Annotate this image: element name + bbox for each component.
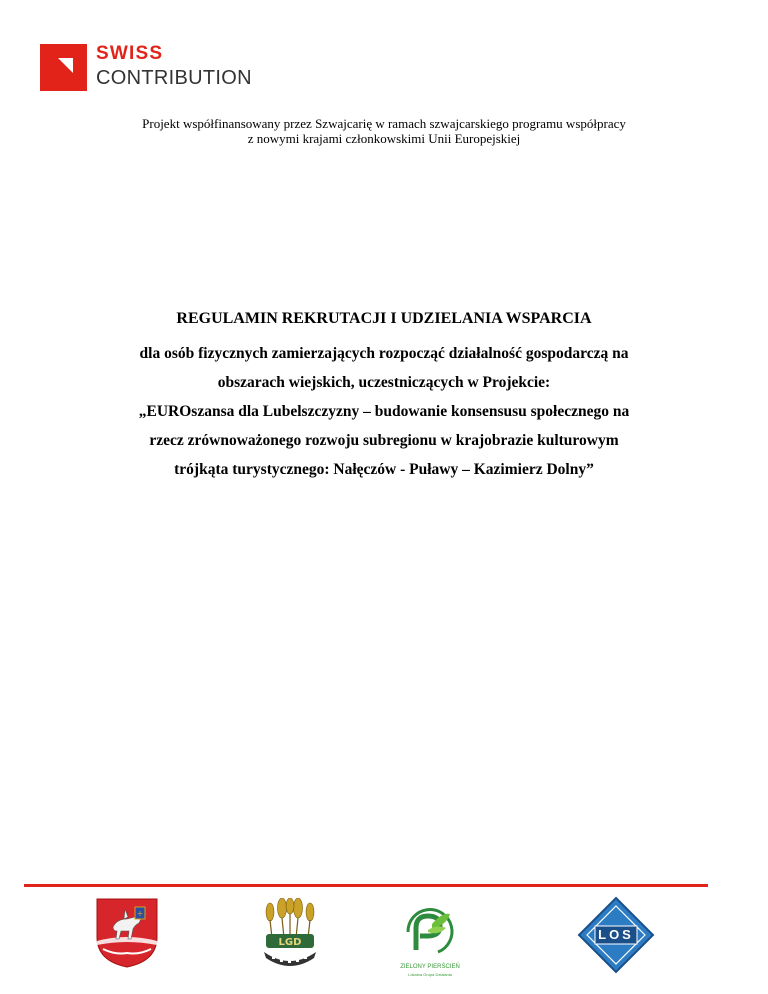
title-line-5: trójkąta turystycznego: Nałęczów - Puławy – Kazimierz Dolny” [174,461,594,478]
title-line-4: rzecz zrównoważonego rozwoju subregionu w krajobrazie kulturowym [149,432,619,449]
cofinance-statement [0,116,768,146]
logo-swiss-text: SWISS [96,43,164,64]
lgd-logo-icon [260,898,320,975]
zp-logo-subcaption: Lokalna Grupa Działania [408,972,452,977]
title-line-1: dla osób fizycznych zamierzających rozpocząć działalność gospodarczą na [139,345,629,362]
logo-contribution-text: CONTRIBUTION [96,67,252,89]
document-title: REGULAMIN REKRUTACJI I UDZIELANIA WSPARCIA [176,310,592,327]
coat-of-arms-icon [95,897,159,974]
svg-text:LGD: LGD [278,937,302,948]
title-line-2: obszarach wiejskich, uczestniczących w Projekcie: [217,374,551,391]
svg-text:+: + [136,909,144,918]
zp-logo-caption: ZIELONY PIERŚCIEŃ [400,964,460,970]
document-title-block [60,309,708,484]
los-logo-icon [577,896,655,974]
los-logo-text: LOS [598,927,634,942]
cofinance-line-1: Projekt współfinansowany przez Szwajcarię w ramach szwajcarskiego programu współpracy [142,116,626,131]
swiss-contribution-logo-mark-icon [40,44,87,91]
zielony-pierscien-logo-icon [398,902,462,982]
cofinance-line-2: z nowymi krajami członkowskimi Unii Europejskiej [247,131,521,146]
title-line-3: „EUROszansa dla Lubelszczyzny – budowanie konsensusu społecznego na [138,403,630,420]
footer-divider [24,884,708,887]
